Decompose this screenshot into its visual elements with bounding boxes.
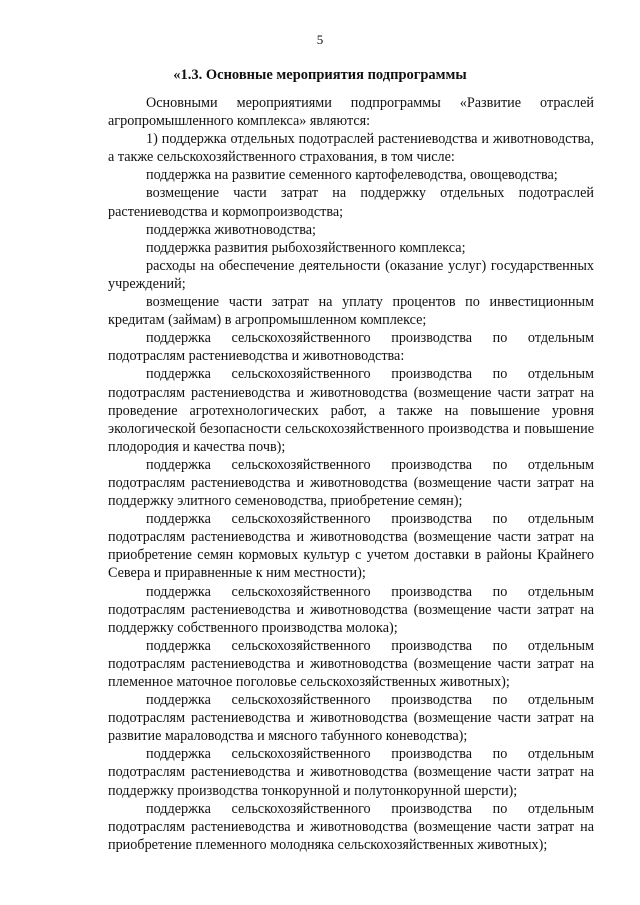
document-body — [108, 94, 594, 854]
paragraph: поддержка сельскохозяйственного производства по отдельным подотраслям растениеводства и животноводства (возмещение части затрат на проведение агротехнологических работ, а также на повышение уровня экологической безопасности сельскохозяйственного производства и повышение плодородия и качества почв); — [108, 366, 594, 455]
paragraph: 1) поддержка отдельных подотраслей растениеводства и животноводства, а также сельскохозяйственного страхования, в том числе: — [108, 131, 594, 166]
paragraph: поддержка на развитие семенного картофелеводства, овощеводства; — [146, 167, 558, 184]
paragraph: поддержка развития рыбохозяйственного комплекса; — [146, 239, 466, 256]
paragraph: поддержка сельскохозяйственного производства по отдельным подотраслям растениеводства и животноводства (возмещение части затрат на поддержку производства тонкорунной и полутонкорунной шерсти); — [108, 746, 594, 799]
paragraph: поддержка сельскохозяйственного производства по отдельным подотраслям растениеводства и животноводства (возмещение части затрат на племенное маточное поголовье сельскохозяйственных животных); — [108, 637, 594, 690]
section-heading: «1.3. Основные мероприятия подпрограммы — [173, 67, 467, 83]
paragraph: поддержка сельскохозяйственного производства по отдельным подотраслям растениеводства и животноводства (возмещение части затрат на развитие мараловодства и мясного табунного коневодства); — [108, 692, 594, 745]
paragraph: Основными мероприятиями подпрограммы «Развитие отраслей агропромышленного комплекса» являются: — [108, 95, 594, 130]
paragraph: поддержка животноводства; — [146, 221, 316, 238]
page-number: 5 — [316, 32, 324, 47]
paragraph: поддержка сельскохозяйственного производства по отдельным подотраслям растениеводства и животноводства: — [108, 330, 594, 365]
paragraph: возмещение части затрат на поддержку отдельных подотраслей растениеводства и кормопроизводства; — [108, 185, 594, 220]
paragraph: возмещение части затрат на уплату процентов по инвестиционным кредитам (займам) в агропромышленном комплексе; — [108, 294, 594, 329]
paragraph: поддержка сельскохозяйственного производства по отдельным подотраслям растениеводства и животноводства (возмещение части затрат на приобретение племенного молодняка сельскохозяйственных животных); — [108, 800, 594, 853]
paragraph: поддержка сельскохозяйственного производства по отдельным подотраслям растениеводства и животноводства (возмещение части затрат на поддержку собственного производства молока); — [108, 583, 594, 636]
paragraph: поддержка сельскохозяйственного производства по отдельным подотраслям растениеводства и животноводства (возмещение части затрат на поддержку элитного семеноводства, приобретение семян); — [108, 456, 594, 510]
paragraph: поддержка сельскохозяйственного производства по отдельным подотраслям растениеводства и животноводства (возмещение части затрат на приобретение семян кормовых культур с учетом доставки в районы Крайнего Севера и приравненные к ним местности); — [108, 511, 594, 582]
paragraph: расходы на обеспечение деятельности (оказание услуг) государственных учреждений; — [108, 257, 594, 292]
